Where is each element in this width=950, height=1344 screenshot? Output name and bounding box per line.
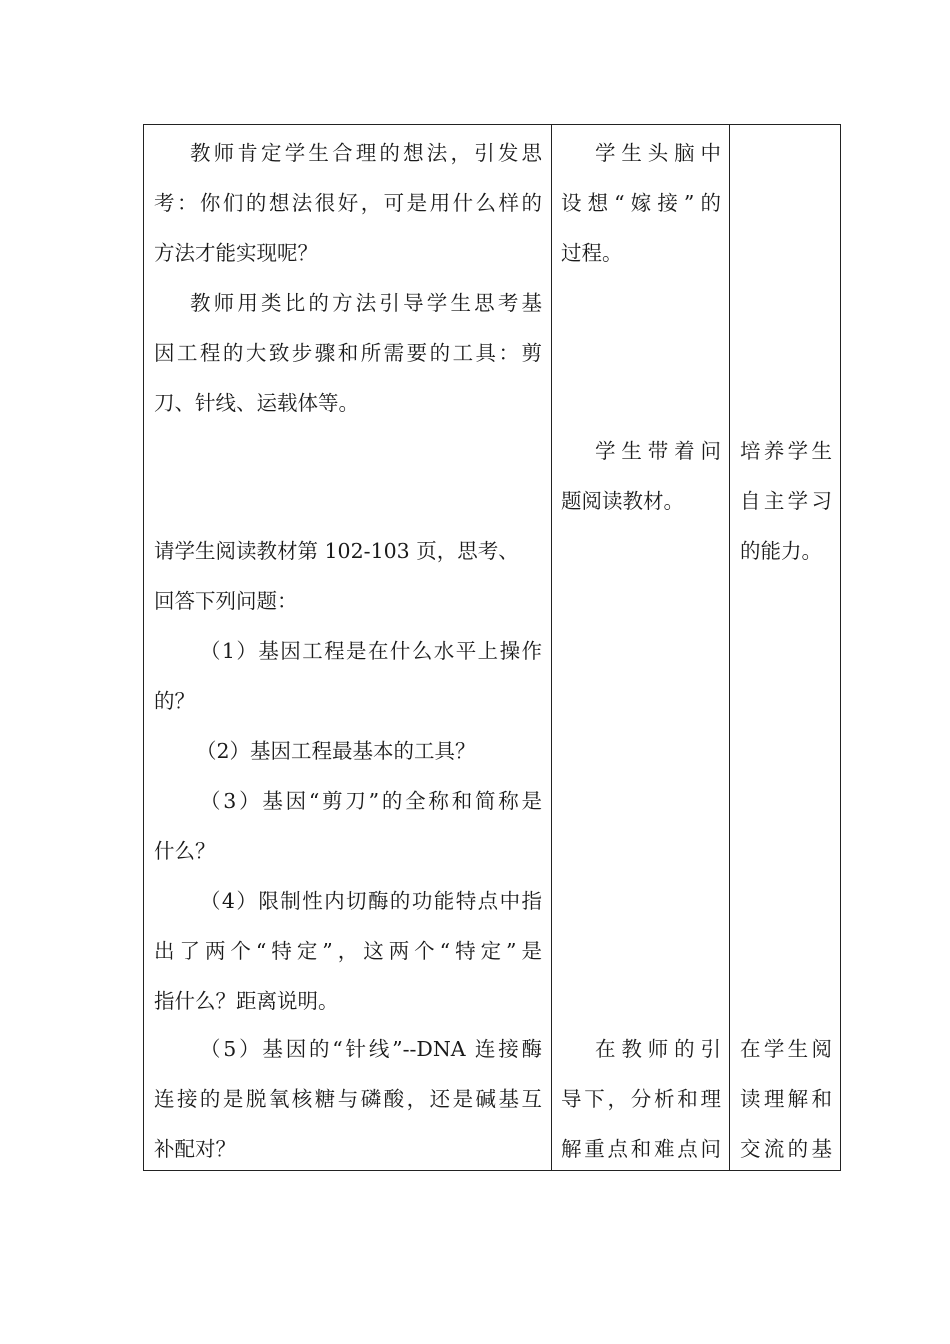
text-line: 读理解和 (740, 1087, 832, 1111)
question-5: （5）基因的“针线”--DNA 连接酶 (200, 1037, 542, 1061)
text-line: 教师肯定学生合理的想法，引发思 (190, 141, 542, 165)
text-line: 自主学习 (740, 489, 832, 513)
text-line: 方法才能实现呢？ (154, 241, 318, 265)
question-4: （4）限制性内切酶的功能特点中指 (200, 889, 542, 913)
lesson-plan-table (143, 124, 841, 1171)
text-line: 学生头脑中 (595, 141, 721, 165)
text-line: 在学生阅 (740, 1037, 832, 1061)
student-activity-column (552, 125, 729, 1170)
text-line: 因工程的大致步骤和所需要的工具：剪 (154, 341, 542, 365)
question-3: （3）基因“剪刀”的全称和简称是 (200, 789, 542, 813)
text-line: 补配对？ (154, 1137, 236, 1161)
text-line: 题阅读教材。 (561, 489, 684, 513)
text-line: 教师用类比的方法引导学生思考基 (190, 291, 542, 315)
design-intent-column (730, 125, 840, 1170)
text-line: 什么？ (154, 839, 216, 863)
text-line: 交流的基 (740, 1137, 832, 1161)
text-line: 指什么？距离说明。 (154, 989, 339, 1013)
text-line: 的？ (154, 689, 195, 713)
text-line: 回答下列问题： (154, 589, 298, 613)
text-line: 学生带着问 (595, 439, 721, 463)
text-line: 考：你们的想法很好，可是用什么样的 (154, 191, 542, 215)
text-line: 培养学生 (740, 439, 832, 463)
text-line: 在教师的引 (595, 1037, 721, 1061)
text-line: 解重点和难点问 (561, 1137, 721, 1161)
text-line: 的能力。 (740, 539, 822, 563)
text-line: 连接的是脱氧核糖与磷酸，还是碱基互 (154, 1087, 542, 1111)
teacher-activity-column (144, 125, 551, 1170)
text-line: 刀、针线、运载体等。 (154, 391, 359, 415)
text-line: 过程。 (561, 241, 623, 265)
text-line: 出了两个“特定”，这两个“特定”是 (154, 939, 542, 963)
text-line: 设想“嫁接”的 (561, 191, 721, 215)
question-2: （2）基因工程最基本的工具？ (196, 739, 476, 763)
question-1: （1）基因工程是在什么水平上操作 (200, 639, 542, 663)
text-line: 请学生阅读教材第 102-103 页，思考、 (154, 539, 519, 563)
text-line: 导下，分析和理 (561, 1087, 721, 1111)
